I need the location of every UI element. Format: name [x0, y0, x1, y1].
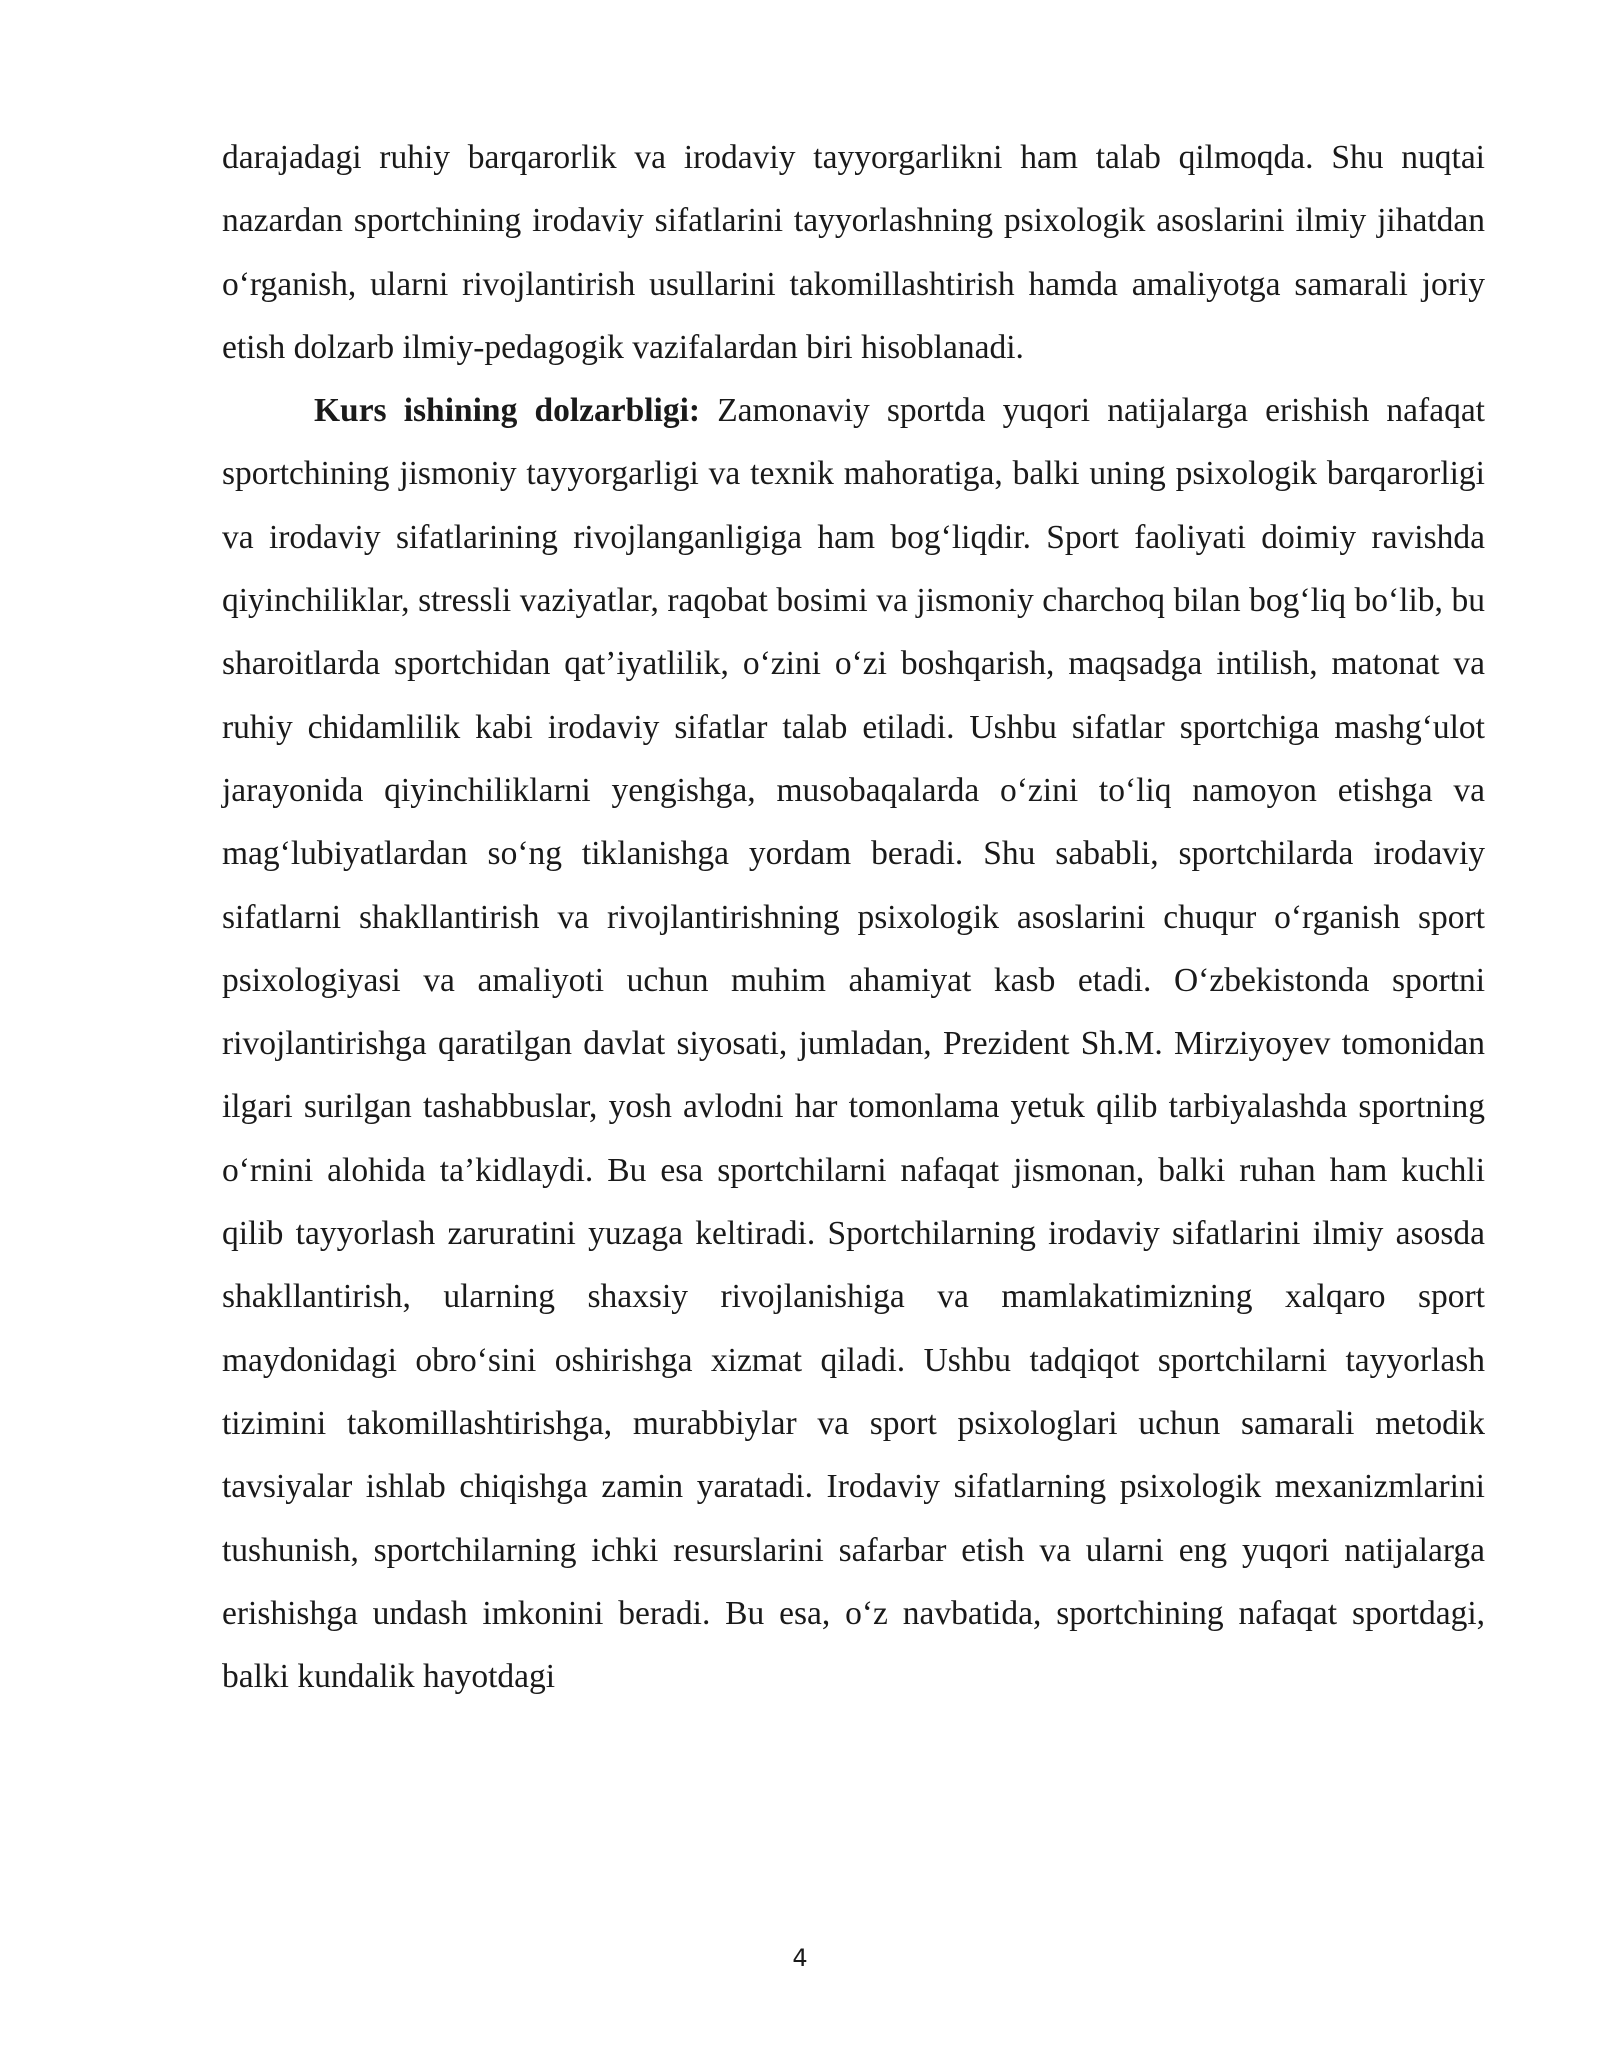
paragraph-relevance: [222, 379, 1485, 1708]
paragraph-body: Zamonaviy sportda yuqori natijalarga erishish nafaqat sportchining jismoniy tayyorgarligi va texnik mahoratiga, balki uning psixologik barqarorligi va irodaviy sifatlarining rivojlanganligiga ham bog‘liqdir. Sport faoliyati doimiy ravishda qiyinchiliklar, stressli vaziyatlar, raqobat bosimi va jismoniy charchoq bilan bog‘liq bo‘lib, bu sharoitlarda sportchidan qat’iyatlilik, o‘zini o‘zi boshqarish, maqsadga intilish, matonat va ruhiy chidamlilik kabi irodaviy sifatlar talab etiladi. Ushbu sifatlar sportchiga mashg‘ulot jarayonida qiyinchiliklarni yengishga, musobaqalarda o‘zini to‘liq namoyon etishga va mag‘lubiyatlardan so‘ng tiklanishga yordam beradi. Shu sababli, sportchilarda irodaviy sifatlarni shakllantirish va rivojlantirishning psixologik asoslarini chuqur o‘rganish sport psixologiyasi va amaliyoti uchun muhim ahamiyat kasb etadi. O‘zbekistonda sportni rivojlantirishga qaratilgan davlat siyosati, jumladan, Prezident Sh.M. Mirziyoyev tomonidan ilgari surilgan tashabbuslar, yosh avlodni har tomonlama yetuk qilib tarbiyalashda sportning o‘rnini alohida ta’kidlaydi. Bu esa sportchilarni nafaqat jismonan, balki ruhan ham kuchli qilib tayyorlash zaruratini yuzaga keltiradi. Sportchilarning irodaviy sifatlarini ilmiy asosda shakllantirish, ularning shaxsiy rivojlanishiga va mamlakatimizning xalqaro sport maydonidagi obro‘sini oshirishga xizmat qiladi. Ushbu tadqiqot sportchilarni tayyorlash tizimini takomillashtirishga, murabbiylar va sport psixologlari uchun samarali metodik tavsiyalar ishlab chiqishga zamin yaratadi. Irodaviy sifatlarning psixologik mexanizmlarini tushunish, sportchilarning ichki resurslarini safarbar etish va ularni eng yuqori natijalarga erishishga undash imkonini beradi. Bu esa, o‘z navbatida, sportchining nafaqat sportdagi, balki kundalik hayotdagi: [222, 392, 1485, 1696]
body-text: [222, 126, 1485, 1708]
page-number: 4: [792, 1944, 808, 1972]
paragraph-heading: Kurs ishining dolzarbligi:: [314, 392, 701, 430]
paragraph-continuation: darajadagi ruhiy barqarorlik va irodaviy tayyorgarlikni ham talab qilmoqda. Shu nuqtai nazardan sportchining irodaviy sifatlarini tayyorlashning psixologik asoslarini ilmiy jihatdan o‘rganish, ularni rivojlantirish usullarini takomillashtirish hamda amaliyotga samarali joriy etish dolzarb ilmiy-pedagogik vazifalardan biri hisoblanadi.: [222, 139, 1485, 366]
